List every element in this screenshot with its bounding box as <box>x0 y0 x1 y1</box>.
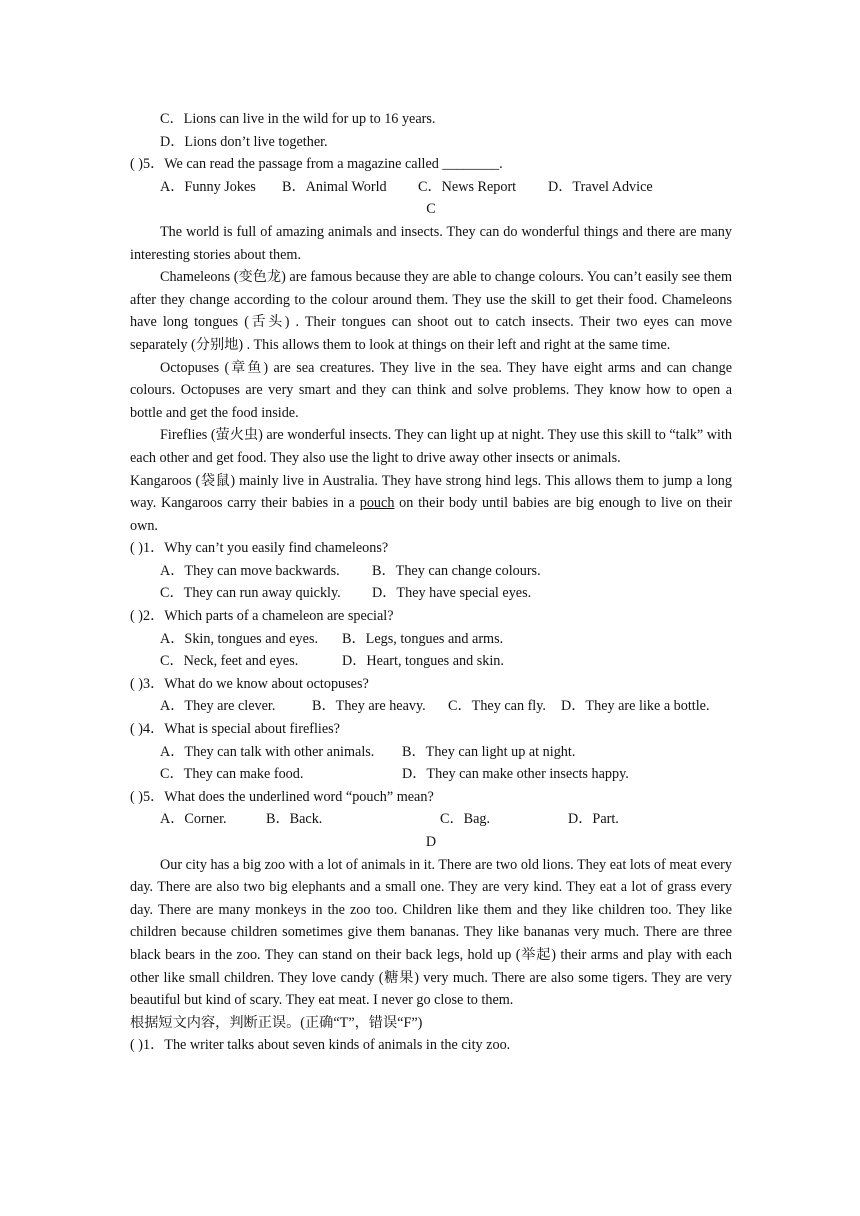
section-d-paragraph-1: Our city has a big zoo with a lot of animals in it. There are two old lions. They eat lots of meat every day. There are also two big elephants and a small one. They are very kind. They eat a lot of grass every day. There are many monkeys in the zoo too. Children like them and they like children too. They like children because children sometimes give them bananas. They like bananas very much. There are three black bears in the zoo. They can stand on their back legs, hold up (举起) their arms and play with each other like small children. They love candy (糖果) very much. There are also some tigers. They are very beautiful but kind of scary. They eat meat. I never go close to them. <box>130 856 732 1009</box>
question-1-options-row1 <box>130 560 732 583</box>
option-d: D．Travel Advice <box>548 178 653 195</box>
option-d: D．Part. <box>568 811 619 828</box>
section-c-paragraph-1: The world is full of amazing animals and insects. They can do wonderful things and there are many interesting stories about them. <box>130 223 732 263</box>
question-4-options-row2 <box>130 763 732 786</box>
option-b: B．They can change colours. <box>372 562 541 579</box>
option-d: D．They are like a bottle. <box>561 698 710 715</box>
question-1-options-row2 <box>130 582 732 605</box>
option-a: A．They are clever. <box>160 698 276 715</box>
section-d-question-1: ( )1．The writer talks about seven kinds of animals in the city zoo. <box>130 1037 511 1054</box>
option-b: B．Animal World <box>282 178 387 195</box>
question-3-stem: ( )3．What do we know about octopuses? <box>130 675 369 692</box>
option-b: B．They can light up at night. <box>402 743 576 760</box>
section-d-heading: D <box>425 834 437 850</box>
option-d: D．They can make other insects happy. <box>402 766 629 783</box>
section-c-paragraph-4: Fireflies (萤火虫) are wonderful insects. They can light up at night. They use this skill to “talk” with each other and get food. They also use the light to drive away other insects or animals. <box>130 427 732 466</box>
question-2-options-row2 <box>130 650 732 673</box>
option-c: C．Neck, feet and eyes. <box>160 653 299 670</box>
question-4-stem: ( )4．What is special about fireflies? <box>130 721 340 738</box>
section-c-paragraph-3: Octopuses (章鱼) are sea creatures. They live in the sea. They have eight arms and can change colours. Octopuses are very smart and they can think and solve problems. They know how to open a bottle and get the food inside. <box>130 359 732 421</box>
option-b: B．Legs, tongues and arms. <box>342 630 504 647</box>
option-a: A．Skin, tongues and eyes. <box>160 630 319 647</box>
question-3-options <box>130 695 732 718</box>
option-c-lions: C．Lions can live in the wild for up to 16 years. <box>160 111 436 127</box>
section-d-instruction: 根据短文内容，判断正误。(正确“T”，错误“F”) <box>130 1014 423 1031</box>
question-5-stem: ( )5．What does the underlined word “pouch” mean? <box>130 788 434 805</box>
option-a: A．They can move backwards. <box>160 562 340 579</box>
option-c: C．They can fly. <box>448 698 546 715</box>
option-d: D．Heart, tongues and skin. <box>342 653 504 670</box>
option-c: C．They can make food. <box>160 766 304 783</box>
section-c-paragraph-5 <box>130 470 732 538</box>
option-c: C．They can run away quickly. <box>160 585 341 602</box>
underlined-word-pouch: pouch <box>359 495 395 512</box>
question-2-stem: ( )2．Which parts of a chameleon are special? <box>130 608 394 625</box>
section-c-paragraph-2: Chameleons (变色龙) are famous because they are able to change colours. You can’t easily see them after they change according to the colour around them. They use the skill to get their food. Chameleons have long tongues (舌头) . Their tongues can shoot out to catch insects. Their two eyes can move separately (分别地) . This allows them to look at things on their left and right at the same time. <box>130 269 732 353</box>
question-2-options-row1 <box>130 628 732 651</box>
question-5-magazine: ( )5．We can read the passage from a magazine called ________. <box>130 156 503 173</box>
option-a: A．Funny Jokes <box>160 178 256 195</box>
option-b: B．They are heavy. <box>312 698 426 715</box>
option-c: C．News Report <box>418 178 517 195</box>
option-b: B．Back. <box>266 811 323 828</box>
paragraph-text: on their body until babies are big enough to live on their own. <box>130 495 733 534</box>
option-d: D．They have special eyes. <box>372 585 532 602</box>
section-c-heading: C <box>426 201 436 218</box>
paragraph-text: Kangaroos (袋鼠) mainly live in Australia. They have strong hind legs. This allows them to jump a long way. Kangaroos carry their babies in a <box>130 472 732 512</box>
option-c: C．Bag. <box>440 811 491 828</box>
option-d-lions: D．Lions don’t live together. <box>160 133 328 150</box>
question-5-options <box>130 808 732 831</box>
question-4-options-row1 <box>130 741 732 764</box>
option-a: A．Corner. <box>160 811 227 828</box>
option-a: A．They can talk with other animals. <box>160 743 375 760</box>
question-5-options <box>130 176 732 199</box>
worksheet-page <box>130 108 732 1057</box>
question-1-stem: ( )1．Why can’t you easily find chameleons? <box>130 540 389 557</box>
